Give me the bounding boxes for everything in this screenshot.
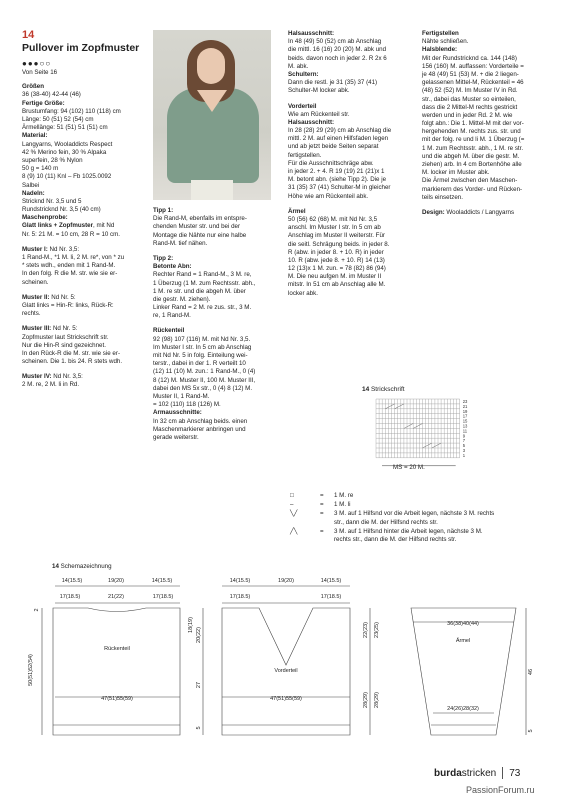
text-body: Nd Nr. 3,5: 1 Rand-M., *1 M. li, 2 M. re*, von * zu * stets wdh., enden mit 1 Rand-M. In den folg. R die M. str. wie sie er- scheinen. xyxy=(22,245,125,286)
text-heading: Armausschnitte: xyxy=(153,409,202,417)
dimension-label: 17(18.5) xyxy=(229,594,251,600)
front-piece-label: Vorderteil xyxy=(274,668,298,674)
text-block xyxy=(22,325,147,366)
text-body: In 32 cm ab Anschlag beids. einen Maschenmarkierer anbringen und gerade weiterstr. xyxy=(153,417,248,441)
spacer xyxy=(22,287,147,294)
sleeve-bottom-label: 24(26)28(32) xyxy=(447,706,479,712)
text-heading: Muster III: xyxy=(22,325,52,333)
text-heading: Muster II: xyxy=(22,293,50,301)
text-body: 92 (98) 107 (116) M. mit Nd Nr. 3,5. Im Muster I str. In 5 cm ab Anschlag mit Nd Nr. 5 in folg. Einteilung wei- terstr., dabei in der 1. R verteilt 10 (12) 11 (10) M. zun.: 1 Rand-M., 0 (4) 8 (12) M. Muster II, 100 M. Muster III, dabei den MS 5x str., 0 (4) 8 (12) M. Muster II, 1 Rand-M. = 102 (110) 118 (126) M. xyxy=(153,335,256,409)
legend-row xyxy=(290,492,550,500)
repeat-label: MS = 20 M. xyxy=(393,464,425,471)
text-body: Wooladdicts / Langyarns xyxy=(444,208,515,216)
text-body: Rechter Rand = 1 Rand-M., 3 M. re, 1 Überzug (1 M. zum Rechtsstr. abh., 1 M. re str. und die abgeh M. über die gestr. M. ziehen). Linker Rand = 2 M. re zus. str., 3 M. re, 1 Rand-M. xyxy=(153,271,256,320)
row-number: 3 xyxy=(462,448,466,453)
spacer xyxy=(288,201,414,208)
knitting-chart-title xyxy=(362,386,405,395)
column-2 xyxy=(153,207,281,442)
legend-row xyxy=(290,528,550,544)
text-body: Brustumfang: 94 (102) 110 (118) cm Länge: 50 (51) 52 (54) cm Ärmellänge: 51 (51) 51 (51) cm xyxy=(22,107,121,132)
text-body: Langyarns, Wooladdicts Respect 42 % Merino fein, 30 % Alpaka superfein, 28 % Nylon 50 g = 140 m 8 (9) 10 (11) Knl – Fb 1025.0092 Salbei xyxy=(22,140,113,189)
text-block xyxy=(153,255,281,263)
dim-label: 28(29) xyxy=(363,692,369,708)
dim-label: 18(19) xyxy=(188,617,194,633)
text-block xyxy=(22,132,147,189)
column-3 xyxy=(288,30,414,298)
dimension-label: 47(51)55(59) xyxy=(101,696,133,702)
dimension-label: 17(18.5) xyxy=(152,594,174,600)
legend-equals: = xyxy=(320,492,324,499)
text-heading: Halsausschnitt: xyxy=(288,118,335,126)
page-reference: Von Seite 16 xyxy=(22,69,58,77)
text-block xyxy=(22,222,147,238)
dimension-label: 21(22) xyxy=(108,594,124,600)
brand-suffix: stricken xyxy=(461,768,497,779)
sleeve-outline xyxy=(411,608,516,735)
row-number: 21 xyxy=(462,403,468,409)
text-heading: Tipp 1: xyxy=(153,207,174,214)
text-body: 36 (38-40) 42-44 (46) xyxy=(22,91,81,99)
text-heading: Ärmel xyxy=(288,207,306,215)
text-body: , mit Nd Nr. 5: 21 M. = 10 cm, 28 R = 10 cm. xyxy=(22,222,121,238)
brand-name: burda xyxy=(434,768,462,779)
footer xyxy=(434,767,520,780)
pattern-title: Pullover im Zopfmuster xyxy=(22,42,140,54)
text-block xyxy=(22,83,147,99)
text-body: Nd Nr. 3,5: 2 M. re, 2 M. li in Rd. xyxy=(22,373,83,389)
text-body: Nähte schließen. xyxy=(422,38,469,46)
dim-label: 23(25) xyxy=(374,622,380,638)
row-number: 11 xyxy=(462,428,468,434)
legend-row xyxy=(290,501,550,509)
text-block xyxy=(288,119,414,201)
difficulty-rating: ●●●○○ xyxy=(22,58,52,68)
text-block xyxy=(22,214,147,222)
text-heading: Fertige Größe: xyxy=(22,99,65,107)
dimension-label: 17(18.5) xyxy=(59,594,81,600)
text-heading: Größen xyxy=(22,83,45,91)
legend-symbol: ╲╱ xyxy=(290,510,298,518)
spacer xyxy=(153,320,281,327)
dimension-label: 19(20) xyxy=(278,578,294,584)
text-heading: Glatt links + Zopfmuster xyxy=(22,222,93,230)
text-block xyxy=(288,103,414,119)
neck-depth-label: 2 xyxy=(34,608,40,612)
chart-title: Strickschrift xyxy=(370,386,405,393)
text-heading: Design: xyxy=(422,208,445,216)
legend-text: 3 M. auf 1 Hilfsnd hinter die Arbeit legen, nächste 3 M. rechts str., dann die M. der Hilfsnd rechts str. xyxy=(334,527,483,543)
text-body: Mit der Rundstricknd ca. 144 (148) 156 (160) M. auffassen: Vorderteile = je 48 (49) 51 (53) M. + die 2 liegen- gelassenen Mittel-M, Rückenteil = 46 (48) 52 (52) M. Im Muster IV in Rd. str., dabei das Muster so einteilen, dass die 2 Mittel-M rechts gestrickt werden und in jeder Rd. 2 M. wie folgt abn.: Die 1. Mittel-M mit der vor- hergehenden M. rechts zus. str. und mit der folg. re und li M. 1 Überzug (= 1 M. zum Rechtsstr. abh., 1 M. re str. und die abgeh M. über die gestr. M. ziehen) arb. In 4 cm Bortenhöhe alle M. locker im Muster abk. Die Ärmel zwischen den Maschen- markierern des Vorder- und Rücken- teils einsetzen. xyxy=(422,54,525,201)
schematic-label: Schemazeichnung xyxy=(60,563,112,570)
text-heading: Muster I: xyxy=(22,245,48,253)
dim-label: 22(23) xyxy=(363,622,369,638)
dimension-label: 14(15.5) xyxy=(320,578,342,584)
legend-equals: = xyxy=(320,527,324,535)
chart-number: 14 xyxy=(362,386,370,393)
sleeve-cuff-label: 5 xyxy=(528,729,534,733)
text-block xyxy=(153,327,281,409)
text-block xyxy=(422,209,552,217)
knitting-chart xyxy=(362,395,482,475)
column-4-body xyxy=(422,30,552,217)
text-heading: Material: xyxy=(22,132,48,140)
dim-label: 20(22) xyxy=(196,627,202,643)
pattern-number: 14 xyxy=(22,29,35,41)
legend-row xyxy=(290,510,550,526)
row-number: 1 xyxy=(462,452,466,458)
text-body: 50 (56) 62 (68) M. mit Nd Nr. 3,5 anschl. Im Muster I str. In 5 cm ab Anschlag im Muster II weiterstr. Für die seitl. Schrägung beids. in jeder 8. R (abw. in jeder 8. + 10. R) in jeder 10. R (abw. jede 8. + 10. R) 14 (13) 12 (13)x 1 M. zun. = 78 (82) 86 (94) M. Die neu aufgen M. im Muster II mitstr. In 51 cm ab Anschlag alle M. locker abk. xyxy=(288,215,390,297)
text-body: Nd Nr. 5: Zopfmuster laut Strickschrift str. Nur die Hin-R sind gezeichnet. In den Rück-R die M. str. wie sie er- scheinen. Die 1. bis 24. R stets wdh. xyxy=(22,325,123,366)
text-block xyxy=(153,263,281,320)
legend-text: 3 M. auf 1 Hilfsnd vor die Arbeit legen, nächste 3 M. rechts str., dann die M. der Hilfsnd rechts str. xyxy=(334,510,495,526)
row-number: 7 xyxy=(462,438,466,444)
text-heading: Halsausschnitt: xyxy=(288,30,335,37)
text-heading: Vorderteil xyxy=(288,102,317,110)
text-body: Dann die restl. je 31 (35) 37 (41) Schulter-M locker abk. xyxy=(288,79,378,95)
text-heading: Rückenteil xyxy=(153,327,185,335)
column-2-body xyxy=(153,207,281,442)
symbol-legend xyxy=(290,492,550,545)
legend-equals: = xyxy=(320,510,324,518)
text-body: In 28 (28) 29 (29) cm ab Anschlag die mittl. 2 M. auf einen Hilfsfaden legen und ab jetzt beide Seiten separat fertigstellen. Für die Ausschnittschräge abw. in jeder 2. + 4. R 19 (19) 21 (21)x 1 M. betont abn. (siehe Tipp 2). Die je 31 (35) 37 (41) Schulter-M in gleicher Höhe wie am Rückenteil abk. xyxy=(288,127,392,200)
text-block xyxy=(288,208,414,298)
text-block xyxy=(288,71,414,96)
dimension-label: 14(15.5) xyxy=(61,578,83,584)
sleeve-label: Ärmel xyxy=(455,638,471,644)
row-number: 19 xyxy=(462,408,468,414)
text-block xyxy=(422,30,552,46)
dim-label: 27 xyxy=(196,681,202,689)
dim-label: 28(29) xyxy=(374,692,380,708)
text-heading: Tipp 2: xyxy=(153,254,174,262)
legend-text: 1 M. li xyxy=(334,501,351,509)
text-block xyxy=(22,246,147,287)
back-piece-label: Rückenteil xyxy=(104,646,130,652)
column-1-body xyxy=(22,83,147,389)
text-heading: Maschenprobe: xyxy=(22,214,68,222)
spacer xyxy=(288,96,414,103)
dim-label: 5 xyxy=(196,726,202,730)
row-number: 15 xyxy=(462,418,468,424)
dimension-label: 47(51)55(59) xyxy=(270,696,302,702)
text-body: Wie am Rückenteil str. xyxy=(288,110,350,118)
text-block xyxy=(22,190,147,215)
text-block xyxy=(153,409,281,442)
text-block xyxy=(22,100,147,133)
spacer xyxy=(422,202,552,209)
text-block xyxy=(22,373,147,389)
row-number: 23 xyxy=(462,399,468,404)
dimension-label: 14(15.5) xyxy=(151,578,173,584)
back-height-label: 50(51)52(54) xyxy=(28,654,34,686)
text-heading: Muster IV: xyxy=(22,373,52,381)
text-heading: Schultern: xyxy=(288,70,319,78)
text-block xyxy=(22,294,147,319)
text-heading: Fertigstellen xyxy=(422,30,459,37)
watermark: PassionForum.ru xyxy=(466,785,535,795)
dimension-label: 14(15.5) xyxy=(229,578,251,584)
dimension-label: 17(18.5) xyxy=(320,594,342,600)
row-number: 9 xyxy=(462,433,466,439)
dimension-label: 19(20) xyxy=(108,578,124,584)
text-body: Die Rand-M, ebenfalls im entspre- chenden Muster str. und bei der Montage die Nähte nur eine halbe Rand-M. tief nähen. xyxy=(153,215,247,247)
legend-text: 1 M. re xyxy=(334,492,354,499)
back-piece-outline xyxy=(53,608,180,735)
row-number: 5 xyxy=(462,443,466,449)
spacer xyxy=(153,248,281,255)
text-heading: Betonte Abn: xyxy=(153,263,192,271)
spacer xyxy=(22,239,147,246)
spacer xyxy=(22,366,147,373)
schematic-drawing xyxy=(0,570,566,745)
schematic-number: 14 xyxy=(52,563,59,570)
legend-symbol: □ xyxy=(290,492,294,499)
legend-symbol: – xyxy=(290,501,294,509)
spacer xyxy=(22,318,147,325)
page-number: 73 xyxy=(509,768,521,779)
text-heading: Nadeln: xyxy=(22,189,45,197)
column-4 xyxy=(422,30,552,217)
legend-symbol: ╱╲ xyxy=(290,527,298,535)
row-number: 13 xyxy=(462,423,468,429)
row-number: 17 xyxy=(462,413,468,419)
sleeve-top-label: 36(38)40(44) xyxy=(447,621,479,627)
column-1 xyxy=(22,30,147,390)
text-body: Stricknd Nr. 3,5 und 5 Rundstricknd Nr. 3,5 (40 cm) xyxy=(22,197,101,214)
text-block xyxy=(288,30,414,71)
column-3-body xyxy=(288,30,414,298)
text-heading: Halsblende: xyxy=(422,46,458,54)
text-block xyxy=(422,46,552,202)
model-photo xyxy=(153,30,271,200)
legend-equals: = xyxy=(320,501,324,509)
sleeve-height-label: 46 xyxy=(528,668,534,676)
text-body: In 48 (49) 50 (52) cm ab Anschlag die mittl. 16 (16) 20 (20) M. abk und beids. davon noch in jeder 2. R 2x 6 M. abk. xyxy=(288,38,387,70)
text-block xyxy=(153,207,281,248)
text-body: Nd Nr. 5: Glatt links = Hin-R: links, Rück-R: rechts. xyxy=(22,293,114,318)
